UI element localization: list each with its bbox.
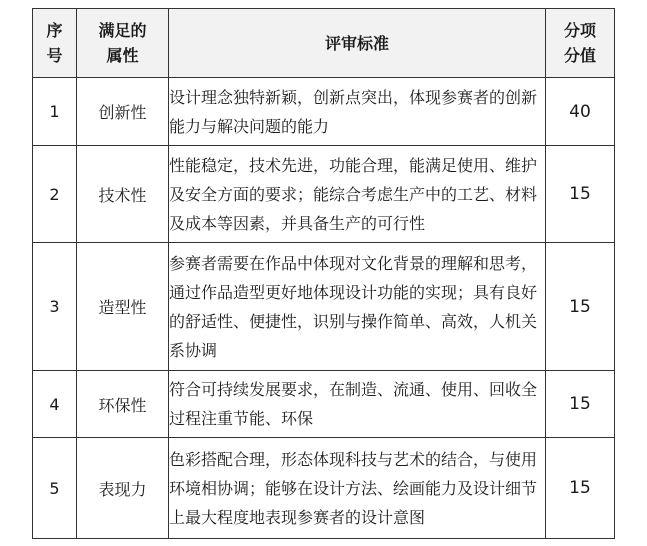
row-score: 15: [546, 243, 615, 371]
row-no: 3: [33, 243, 77, 371]
table-row: [33, 243, 615, 371]
row-score: 40: [546, 78, 615, 146]
row-no: 4: [33, 371, 77, 438]
header-standard: 评审标准: [169, 9, 546, 78]
row-score: 15: [546, 438, 615, 539]
row-attribute: 环保性: [77, 371, 169, 438]
header-attribute: 满足的 属性: [77, 9, 169, 78]
row-attribute: 技术性: [77, 146, 169, 243]
row-standard: 设计理念独特新颖，创新点突出，体现参赛者的创新能力与解决问题的能力: [169, 78, 546, 146]
row-attribute: 表现力: [77, 438, 169, 539]
table-row: [33, 146, 615, 243]
row-score: 15: [546, 146, 615, 243]
header-score: 分项 分值: [546, 9, 615, 78]
row-attribute: 造型性: [77, 243, 169, 371]
row-no: 5: [33, 438, 77, 539]
row-no: 1: [33, 78, 77, 146]
evaluation-criteria-table: [32, 8, 615, 539]
row-attribute: 创新性: [77, 78, 169, 146]
header-no: 序 号: [33, 9, 77, 78]
row-score: 15: [546, 371, 615, 438]
table-row: [33, 438, 615, 539]
table-row: [33, 371, 615, 438]
row-standard: 性能稳定，技术先进，功能合理，能满足使用、维护及安全方面的要求；能综合考虑生产中的工艺、材料及成本等因素，并具备生产的可行性: [169, 146, 546, 243]
row-standard: 参赛者需要在作品中体现对文化背景的理解和思考，通过作品造型更好地体现设计功能的实现；具有良好的舒适性、便捷性，识别与操作简单、高效，人机关系协调: [169, 243, 546, 371]
table-row: [33, 78, 615, 146]
row-no: 2: [33, 146, 77, 243]
row-standard: 符合可持续发展要求，在制造、流通、使用、回收全过程注重节能、环保: [169, 371, 546, 438]
table-header-row: [33, 9, 615, 78]
row-standard: 色彩搭配合理，形态体现科技与艺术的结合，与使用环境相协调；能够在设计方法、绘画能力及设计细节上最大程度地表现参赛者的设计意图: [169, 438, 546, 539]
